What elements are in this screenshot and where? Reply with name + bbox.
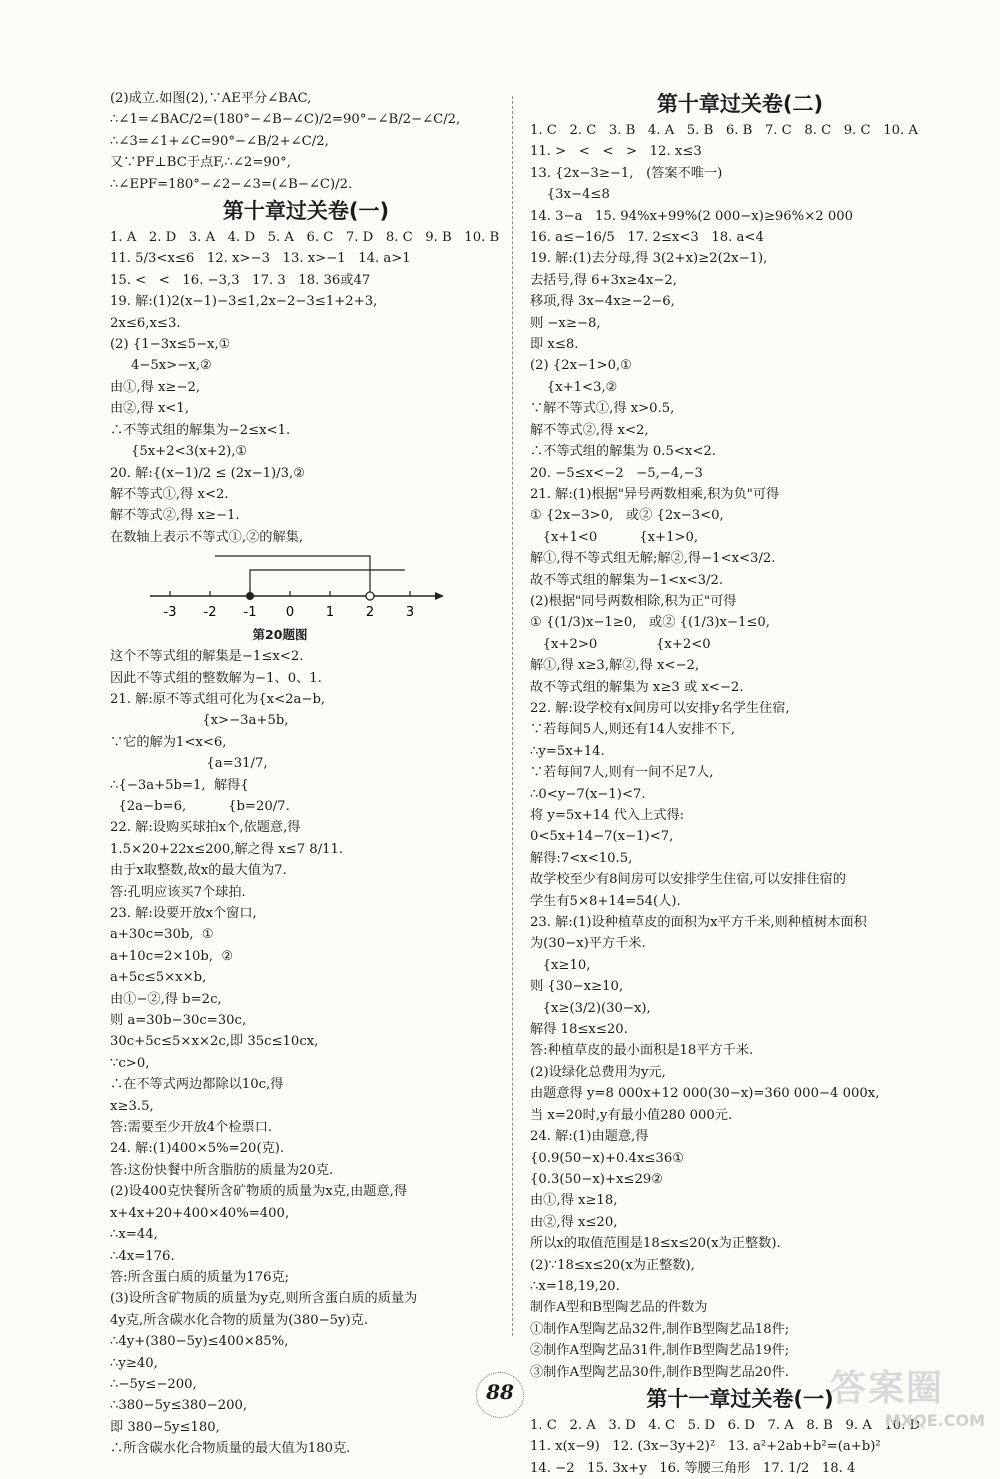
- closed-endpoint: [246, 592, 254, 600]
- left-column: [110, 88, 502, 1460]
- watermark: [830, 1360, 995, 1430]
- answer-line: {2a−b=6, {b=20/7.: [110, 798, 290, 814]
- answer-line: 答:这份快餐中所含脂肪的质量为20克.: [110, 1162, 334, 1178]
- answer-line: {x+2>0 {x+2<0: [530, 636, 711, 652]
- answer-line: 答:孔明应该买7个球拍.: [110, 884, 246, 900]
- answer-line: 解不等式①,得 x<2.: [110, 486, 229, 502]
- answer-line: 解不等式②,得 x<2,: [530, 422, 649, 438]
- answer-line: ∵c>0,: [110, 1055, 150, 1071]
- answer-line: 4y克,所含碳水化合物的质量为(380−5y)克.: [110, 1312, 369, 1328]
- answer-line: 0<5x+14−7(x−1)<7,: [530, 829, 674, 845]
- answer-line: 学生有5×8+14=54(人).: [530, 893, 681, 909]
- answer-line: 制作A型和B型陶艺品的件数为: [530, 1300, 708, 1316]
- answer-line: 在数轴上表示不等式①,②的解集,: [110, 529, 304, 545]
- answer-line: ∴{−3a+5b=1, 解得{: [110, 777, 249, 793]
- answer-line: 2x≤6,x≤3.: [110, 315, 181, 331]
- solution-bracket-2: [215, 556, 370, 596]
- answer-line: 又∵PF⊥BC于点F,∴∠2=90°,: [110, 155, 291, 171]
- answer-line: ∴y≥40,: [110, 1355, 158, 1371]
- answer-line: ∴x=44,: [110, 1227, 158, 1243]
- chapter-10-test-2-heading: 第十章过关卷(二): [656, 92, 824, 116]
- answer-line: ∴所含碳水化合物质量的最大值为180克.: [110, 1441, 351, 1457]
- answer-line: 则 −x≥−8,: [530, 315, 601, 331]
- answer-line: 解①,得 x≥3,解②,得 x<−2,: [530, 658, 700, 674]
- answer-line: 24. 解:(1)由题意,得: [530, 1129, 649, 1145]
- left-answers-block-a: [110, 227, 502, 548]
- answer-line: ∴∠EPF=180°−∠2−∠3=(∠B−∠C)/2.: [110, 176, 353, 192]
- answer-line: (2)设400克快餐所含矿物质的质量为x克,由题意,得: [110, 1184, 408, 1200]
- answer-line: 解不等式②,得 x≥−1.: [110, 508, 240, 524]
- answer-line: 因此不等式组的整数解为−1、0、1.: [110, 670, 322, 686]
- answer-line: {0.3(50−x)+x≤29②: [530, 1171, 664, 1187]
- answer-line: 22. 解:设学校有x间房可以安排y名学生住宿,: [530, 700, 790, 716]
- solution-bracket-1: [250, 570, 405, 596]
- tick-label: 3: [405, 605, 415, 621]
- answer-line: {x≥(3/2)(30−x),: [530, 1000, 651, 1016]
- answer-line: ∴∠3=∠1+∠C=90°−∠B/2+∠C/2,: [110, 133, 329, 149]
- answer-line: 即 380−5y≤180,: [110, 1419, 220, 1435]
- page-number-ornament: [476, 1372, 524, 1418]
- chapter-11-test-1-heading: 第十一章过关卷(一): [646, 1386, 834, 1411]
- tick-label: 2: [365, 605, 375, 621]
- answer-line: ∴x=18,19,20.: [530, 1278, 620, 1294]
- tick-label: -2: [203, 605, 217, 621]
- answer-line: 答:所含蛋白质的质量为176克;: [110, 1269, 290, 1285]
- answer-line: ∵它的解为1<x<6,: [110, 734, 227, 750]
- tick-label: -1: [243, 605, 257, 621]
- answer-line: ∴∠1=∠BAC/2=(180°−∠B−∠C)/2=90°−∠B/2−∠C/2,: [110, 112, 461, 128]
- answer-line: 答:需要至少开放4个检票口.: [110, 1120, 273, 1136]
- answer-line: 14. −2 15. 3x+y 16. 等腰三角形 17. 1/2 18. 4: [530, 1460, 856, 1476]
- answer-line: ∴0<y−7(x−1)<7.: [530, 786, 646, 802]
- answer-line: ∴不等式组的解集为 0.5<x<2.: [530, 444, 716, 460]
- open-endpoint: [366, 592, 374, 600]
- answer-line: (2)根据"同号两数相除,积为正"可得: [530, 593, 737, 609]
- answer-line: (2)成立.如图(2),∵AE平分∠BAC,: [110, 91, 312, 106]
- answer-line: 1. A 2. D 3. A 4. D 5. A 6. C 7. D 8. C 9. B 10. B: [110, 230, 500, 246]
- answer-line: 由②,得 x≤20,: [530, 1214, 618, 1230]
- answer-line: ∴在不等式两边都除以10c,得: [110, 1077, 284, 1093]
- answer-line: 当 x=20时,y有最小值280 000元.: [530, 1107, 733, 1123]
- answer-line: {x+1<0 {x+1>0,: [530, 529, 699, 545]
- answer-line: ∴不等式组的解集为−2≤x<1.: [110, 422, 291, 438]
- answer-line: a+10c=2×10b, ②: [110, 948, 234, 964]
- answer-line: ∴4y+(380−5y)≤400×85%,: [110, 1334, 289, 1350]
- answer-line: ①制作A型陶艺品32件,制作B型陶艺品18件;: [530, 1321, 790, 1337]
- answer-line: ②制作A型陶艺品31件,制作B型陶艺品19件;: [530, 1343, 790, 1359]
- answer-line: {a=31/7,: [110, 756, 268, 772]
- answer-line: ∴y=5x+14.: [530, 743, 605, 759]
- answer-line: ∵若每间5人,则还有14人安排不下,: [530, 722, 735, 738]
- answer-line: ③制作A型陶艺品30件,制作B型陶艺品20件.: [530, 1364, 789, 1380]
- answer-line: 23. 解:设要开放x个窗口,: [110, 906, 257, 921]
- tick-label: 1: [325, 605, 335, 621]
- page-number-text: 88: [486, 1380, 514, 1404]
- answer-line: 故学校至少有8间房可以安排学生住宿,可以安排住宿的: [530, 872, 846, 888]
- answer-line: (2)∵18≤x≤20(x为正整数),: [530, 1257, 695, 1273]
- answer-line: 22. 解:设购买球拍x个,依题意,得: [110, 820, 301, 836]
- answer-line: 20. −5≤x<−2 −5,−4,−3: [530, 465, 703, 481]
- chapter-10-test-1-heading: 第十章过关卷(一): [222, 199, 390, 224]
- tick-label: 0: [285, 605, 295, 621]
- answer-line: (2) {2x−1>0,①: [530, 358, 632, 374]
- answer-line: 由①−②,得 b=2c,: [110, 991, 222, 1007]
- number-line-figure: [150, 548, 502, 646]
- answer-line: 1.5×20+22x≤200,解之得 x≤7 8/11.: [110, 841, 344, 857]
- answer-line: 由于x取整数,故x的最大值为7.: [110, 863, 287, 879]
- answer-line: ① {2x−3>0, 或② {2x−3<0,: [530, 508, 724, 524]
- answer-line: 解得 18≤x≤20.: [530, 1022, 628, 1038]
- answer-line: 16. a≤−16/5 17. 2≤x<3 18. a<4: [530, 230, 764, 246]
- answer-line: 由题意得 y=8 000x+12 000(30−x)=360 000−4 000x,: [530, 1086, 880, 1102]
- figure-caption: 第20题图: [252, 627, 308, 643]
- answer-line: (2)设绿化总费用为y元,: [530, 1064, 666, 1080]
- tick-label: -3: [163, 605, 177, 621]
- answer-line: 解①,得不等式组无解;解②,得−1<x<3/2.: [530, 551, 776, 567]
- answer-line: 21. 解:原不等式组可化为{x<2a−b,: [110, 691, 326, 707]
- left-top-block: [110, 88, 502, 195]
- answer-line: 15. < < 16. −3,3 17. 3 18. 36或47: [110, 272, 371, 288]
- answer-line: {3x−4≤8: [530, 187, 610, 203]
- answer-line: ∵解不等式①,得 x>0.5,: [530, 401, 675, 417]
- answer-line: {x+1<3,②: [530, 379, 618, 395]
- answer-line: ∴4x=176.: [110, 1248, 175, 1264]
- answer-line: 1. C 2. C 3. B 4. A 5. B 6. B 7. C 8. C 9. C 10. A: [530, 123, 918, 138]
- answer-line: 则 a=30b−30c=30c,: [110, 1013, 247, 1029]
- answer-line: {x>−3a+5b,: [110, 713, 289, 729]
- answer-line: 11. x(x−9) 12. (3x−3y+2)² 13. a²+2ab+b²=(a+b)²: [530, 1439, 881, 1455]
- answer-line: 19. 解:(1)去分母,得 3(2+x)≥2(2x−1),: [530, 251, 768, 267]
- answer-line: 故不等式组的解集为−1<x<3/2.: [530, 572, 724, 588]
- answer-line: {0.9(50−x)+0.4x≤36①: [530, 1150, 685, 1166]
- answer-line: 14. 3−a 15. 94%x+99%(2 000−x)≥96%×2 000: [530, 208, 854, 224]
- answer-line: 去括号,得 6+3x≥4x−2,: [530, 272, 677, 288]
- answer-line: 这个不等式组的解集是−1≤x<2.: [110, 649, 304, 665]
- answer-line: 将 y=5x+14 代入上式得:: [530, 808, 685, 823]
- answer-line: 答:种植草皮的最小面积是18平方千米.: [530, 1043, 754, 1059]
- answer-line: 由②,得 x<1,: [110, 401, 190, 417]
- axis-arrow: [435, 592, 444, 600]
- answer-line: 30c+5c≤5×x×2c,即 35c≤10cx,: [110, 1034, 319, 1050]
- answer-line: 24. 解:(1)400×5%=20(克).: [110, 1141, 285, 1157]
- answer-line: {x≥10,: [530, 957, 591, 973]
- watermark-url: MXQE.COM: [884, 1411, 985, 1430]
- answer-line: ∵若每间7人,则有一间不足7人,: [530, 765, 714, 781]
- answer-line: 1. C 2. A 3. D 4. C 5. D 6. D 7. A 8. B 9. A 10. D: [530, 1417, 921, 1433]
- answer-line: 由①,得 x≥−2,: [110, 379, 201, 395]
- answer-line: a+30c=30b, ①: [110, 927, 214, 943]
- answer-line: 4−5x>−x,②: [110, 358, 212, 374]
- answer-line: 解得:7<x<10.5,: [530, 850, 633, 866]
- answer-line: 11. 5/3<x≤6 12. x>−3 13. x>−1 14. a>1: [110, 251, 411, 267]
- answer-line: ∴380−5y≤380−200,: [110, 1398, 248, 1414]
- right-answers-block-1: [530, 120, 950, 1383]
- answer-line: 20. 解:{(x−1)/2 ≤ (2x−1)/3,②: [110, 465, 306, 481]
- answer-line: 移项,得 3x−4x≥−2−6,: [530, 294, 675, 310]
- page-number: [470, 1380, 530, 1404]
- answer-line: (2) {1−3x≤5−x,①: [110, 337, 231, 353]
- answer-line: {5x+2<3(x+2),①: [110, 444, 248, 460]
- answer-line: 故不等式组的解集为 x≥3 或 x<−2.: [530, 679, 744, 695]
- answer-line: x+4x+20+400×40%=400,: [110, 1205, 290, 1221]
- answer-line: 为(30−x)平方千米.: [530, 936, 646, 952]
- left-answers-block-b: [110, 646, 502, 1459]
- answer-line: 19. 解:(1)2(x−1)−3≤1,2x−2−3≤1+2+3,: [110, 294, 378, 310]
- answer-line: 即 x≤8.: [530, 337, 579, 353]
- answer-line: 23. 解:(1)设种植草皮的面积为x平方千米,则种植树木面积: [530, 915, 867, 931]
- watermark-logo: 答案圈: [830, 1368, 945, 1409]
- answer-line: 所以x的取值范围是18≤x≤20(x为正整数).: [530, 1236, 781, 1252]
- answer-line: ∴−5y≤−200,: [110, 1376, 197, 1392]
- answer-line: 由①,得 x≥18,: [530, 1193, 618, 1209]
- right-column: [530, 88, 950, 1479]
- answer-line: a+5c≤5×x×b,: [110, 970, 207, 986]
- answer-line: 21. 解:(1)根据"异号两数相乘,积为负"可得: [530, 486, 780, 502]
- answer-line: ① {(1/3)x−1≥0, 或② {(1/3)x−1≤0,: [530, 615, 770, 631]
- answer-line: 则 {30−x≥10,: [530, 979, 624, 995]
- column-divider: [512, 96, 513, 1336]
- answer-line: 11. > < < > 12. x≤3: [530, 144, 702, 160]
- answer-line: x≥3.5,: [110, 1098, 154, 1114]
- answer-line: 13. {2x−3≥−1, (答案不唯一): [530, 165, 723, 181]
- answer-line: (3)设所含矿物质的质量为y克,则所含蛋白质的质量为: [110, 1291, 418, 1307]
- number-line-svg: [150, 548, 450, 626]
